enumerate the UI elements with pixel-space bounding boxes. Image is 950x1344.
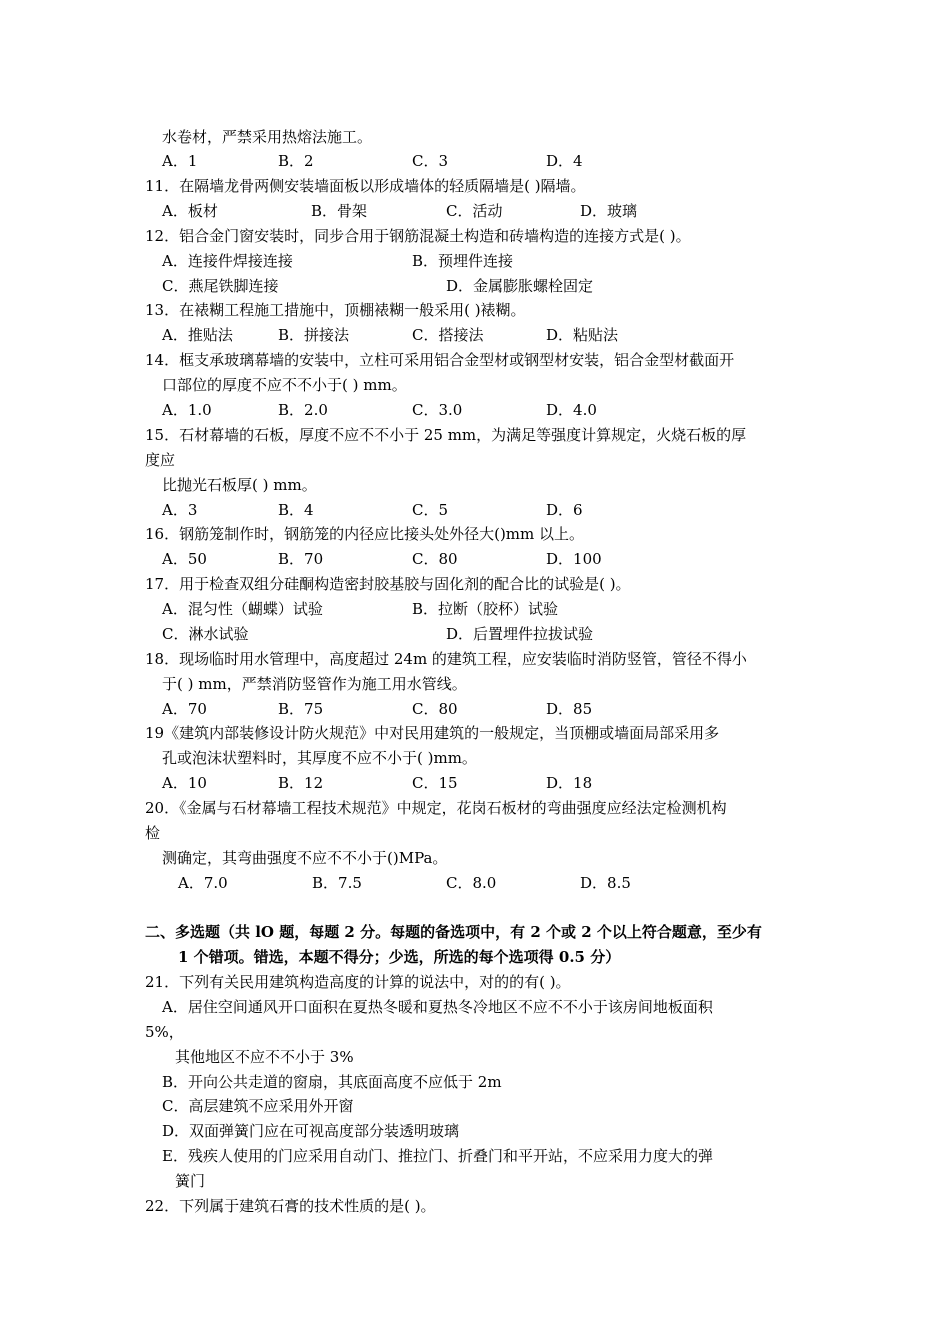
question-18: 18．现场临时用水管理中，高度超过 24m 的建筑工程，应安装临时消防竖管，管径不得小 bbox=[145, 650, 747, 668]
option-c: C．搭接法 bbox=[412, 326, 484, 344]
option-a: A．10 bbox=[162, 774, 207, 792]
option-d: D．后置埋件拉拔试验 bbox=[446, 625, 594, 643]
option-c: C．活动 bbox=[446, 202, 503, 220]
option-b: B．2.0 bbox=[278, 401, 328, 419]
option-d: D．金属膨胀螺栓固定 bbox=[446, 277, 594, 295]
option-c: C．15 bbox=[412, 774, 458, 792]
question-20-cont: 测确定，其弯曲强度不应不不小于()MPa。 bbox=[162, 849, 448, 867]
option-b: B．7.5 bbox=[312, 874, 362, 892]
option-a: A．混匀性（蝴蝶）试验 bbox=[162, 600, 323, 618]
question-15-cont: 度应 bbox=[145, 451, 176, 469]
section-heading: 二、多选题（共 lO 题，每题 2 分。每题的备选项中，有 2 个或 2 个以上符合题意，至少有 bbox=[145, 923, 762, 941]
option-a: A．70 bbox=[162, 700, 207, 718]
option-d: D．8.5 bbox=[580, 874, 631, 892]
option-d: D．粘贴法 bbox=[546, 326, 619, 344]
question-19: 19《建筑内部装修设计防火规范》中对民用建筑的一般规定，当顶棚或墙面局部采用多 bbox=[145, 724, 720, 742]
option-a: A．板材 bbox=[162, 202, 218, 220]
option-a: A．居住空间通风开口面积在夏热冬暖和夏热冬冷地区不应不不小于该房间地板面积 bbox=[162, 998, 713, 1016]
option-b: B．12 bbox=[278, 774, 324, 792]
option-c: C．8.0 bbox=[446, 874, 497, 892]
option-c: C．80 bbox=[412, 550, 458, 568]
option-d: D．85 bbox=[546, 700, 593, 718]
question-20-cont: 检 bbox=[145, 824, 161, 842]
option-a: A．1.0 bbox=[162, 401, 212, 419]
option-e-cont: 簧门 bbox=[175, 1172, 206, 1190]
question-11: 11．在隔墙龙骨两侧安装墙面板以形成墙体的轻质隔墙是( )隔墙。 bbox=[145, 177, 586, 195]
question-14: 14．框支承玻璃幕墙的安装中，立柱可采用铝合金型材或钢型材安装，铝合金型材截面开 bbox=[145, 351, 735, 369]
option-d: D．100 bbox=[546, 550, 602, 568]
option-a-cont: 5%， bbox=[145, 1023, 184, 1041]
option-b: B．70 bbox=[278, 550, 324, 568]
option-a: A．50 bbox=[162, 550, 207, 568]
option-d: D．18 bbox=[546, 774, 593, 792]
option-d: D．4 bbox=[546, 152, 583, 170]
question-22: 22．下列属于建筑石膏的技术性质的是( )。 bbox=[145, 1197, 436, 1215]
option-b: B．骨架 bbox=[311, 202, 368, 220]
option-a-cont: 其他地区不应不不小于 3% bbox=[175, 1048, 354, 1066]
question-12: 12．铝合金门窗安装时，同步合用于钢筋混凝土构造和砖墙构造的连接方式是( )。 bbox=[145, 227, 691, 245]
option-c: C．5 bbox=[412, 501, 449, 519]
option-c: C．燕尾铁脚连接 bbox=[162, 277, 279, 295]
question-15-cont: 比抛光石板厚( ) mm。 bbox=[162, 476, 317, 494]
option-d: D．双面弹簧门应在可视高度部分装透明玻璃 bbox=[162, 1122, 460, 1140]
text-line: 水卷材，严禁采用热熔法施工。 bbox=[162, 128, 373, 146]
option-d: D．4.0 bbox=[546, 401, 597, 419]
option-b: B．开向公共走道的窗扇，其底面高度不应低于 2m bbox=[162, 1073, 502, 1091]
question-18-cont: 于( ) mm，严禁消防竖管作为施工用水管线。 bbox=[162, 675, 467, 693]
option-c: C．高层建筑不应采用外开窗 bbox=[162, 1097, 354, 1115]
question-15: 15．石材幕墙的石板，厚度不应不不小于 25 mm，为满足等强度计算规定，火烧石板的厚 bbox=[145, 426, 747, 444]
option-b: B．2 bbox=[278, 152, 314, 170]
question-19-cont: 孔或泡沫状塑料时，其厚度不应不小于( )mm。 bbox=[162, 749, 477, 767]
question-20: 20．《金属与石材幕墙工程技术规范》中规定，花岗石板材的弯曲强度应经法定检测机构 bbox=[145, 799, 727, 817]
option-c: C．3 bbox=[412, 152, 449, 170]
section-heading-cont: 1 个错项。错选，本题不得分；少选，所选的每个选项得 0.5 分） bbox=[178, 948, 621, 966]
option-b: B．75 bbox=[278, 700, 324, 718]
question-17: 17．用于检查双组分硅酮构造密封胶基胶与固化剂的配合比的试验是( )。 bbox=[145, 575, 631, 593]
option-a: A．7.0 bbox=[178, 874, 228, 892]
option-a: A．3 bbox=[162, 501, 198, 519]
option-d: D．6 bbox=[546, 501, 583, 519]
option-b: B．预埋件连接 bbox=[412, 252, 514, 270]
option-c: C．80 bbox=[412, 700, 458, 718]
option-a: A．连接件焊接连接 bbox=[162, 252, 293, 270]
option-b: B．4 bbox=[278, 501, 314, 519]
question-16: 16．钢筋笼制作时，钢筋笼的内径应比接头处外径大()mm 以上。 bbox=[145, 525, 585, 543]
option-c: C．淋水试验 bbox=[162, 625, 249, 643]
option-d: D．玻璃 bbox=[580, 202, 638, 220]
question-21: 21．下列有关民用建筑构造高度的计算的说法中，对的的有( )。 bbox=[145, 973, 571, 991]
option-e: E．残疾人使用的门应采用自动门、推拉门、折叠门和平开站，不应采用力度大的弹 bbox=[162, 1147, 713, 1165]
option-b: B．拼接法 bbox=[278, 326, 350, 344]
option-a: A．1 bbox=[162, 152, 198, 170]
question-14-cont: 口部位的厚度不应不不小于( ) mm。 bbox=[162, 376, 407, 394]
option-b: B．拉断（胶杯）试验 bbox=[412, 600, 559, 618]
option-c: C．3.0 bbox=[412, 401, 463, 419]
question-13: 13．在裱糊工程施工措施中，顶棚裱糊一般采用( )裱糊。 bbox=[145, 301, 526, 319]
option-a: A．推贴法 bbox=[162, 326, 233, 344]
